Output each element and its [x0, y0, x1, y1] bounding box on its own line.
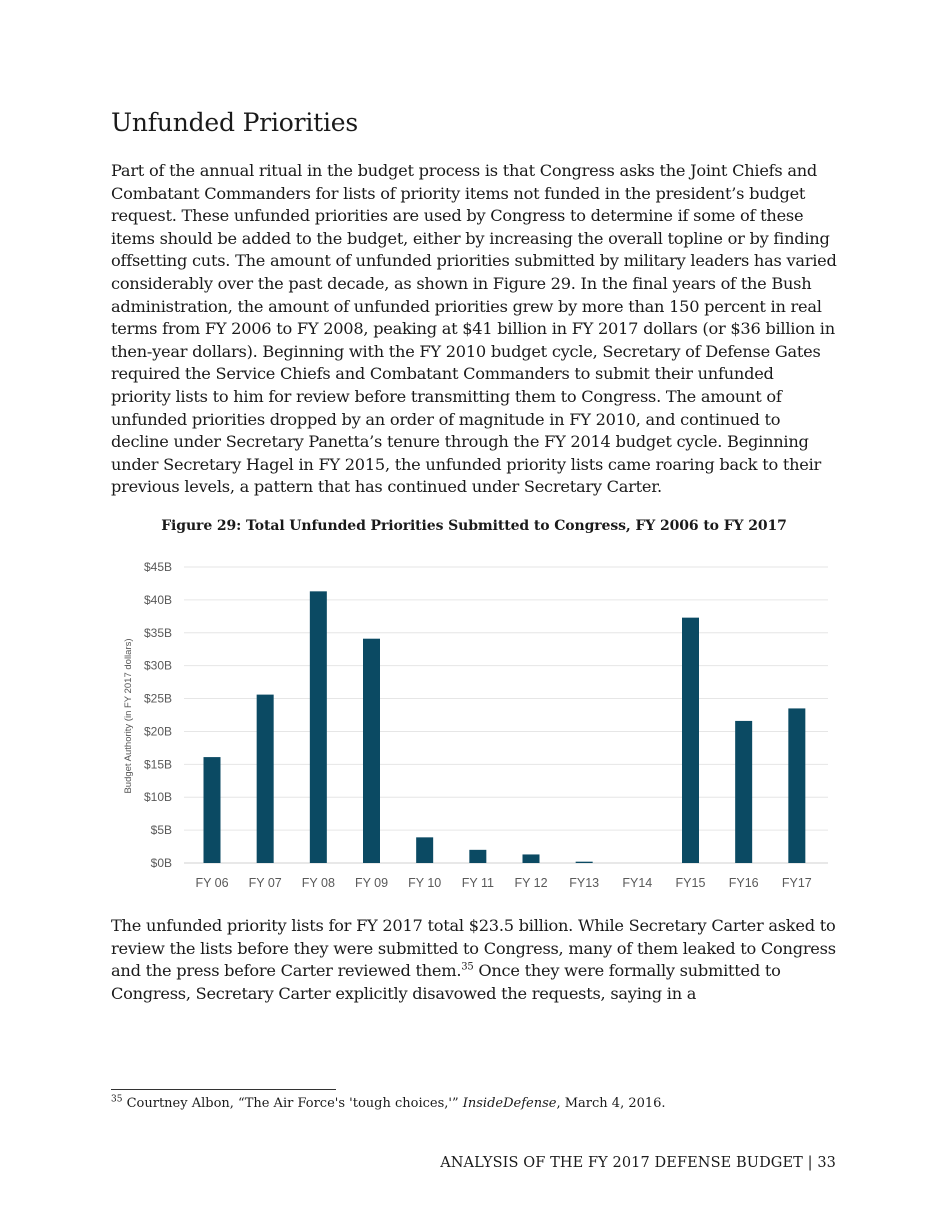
section-heading: Unfunded Priorities: [111, 108, 359, 137]
footnote: [111, 1096, 666, 1111]
bar-fy08: [310, 591, 327, 863]
paragraph-2-tail: Once they were formally submitted to Congress, Secretary Carter explicitly disavowed the requests, saying in a: [111, 961, 781, 1003]
chart-gridlines: [184, 567, 828, 863]
footnote-number: 35: [111, 1094, 123, 1105]
x-tick-label: FY14: [622, 876, 653, 890]
x-tick-label: FY 08: [301, 876, 335, 890]
y-tick-label: $0B: [150, 856, 172, 870]
paragraph-2-text: The unfunded priority lists for FY 2017 total $23.5 billion. While Secretary Carter asked to review the lists before they were submitted to Congress, many of them leaked to Congress and the press before Carter reviewed them.: [111, 916, 836, 981]
y-tick-label: $40B: [143, 592, 172, 607]
y-tick-label: $15B: [143, 757, 172, 772]
x-tick-label: FY 11: [461, 876, 494, 890]
bar-fy13: [576, 862, 593, 863]
x-tick-label: FY17: [781, 876, 812, 890]
y-tick-label: $35B: [143, 625, 172, 640]
x-tick-label: FY 06: [195, 876, 229, 890]
bar-fy06: [204, 757, 221, 863]
bar-fy17: [788, 708, 805, 863]
bar-fy12: [523, 854, 540, 863]
bar-fy09: [363, 639, 380, 863]
y-tick-label: $20B: [143, 724, 172, 739]
body-paragraph-2: [111, 915, 837, 1005]
footnote-text-before: Courtney Albon, “The Air Force's 'tough choices,'”: [122, 1096, 463, 1111]
chart-bars: [204, 591, 806, 863]
running-footer: ANALYSIS OF THE FY 2017 DEFENSE BUDGET | 33: [440, 1155, 836, 1171]
body-paragraph-1: Part of the annual ritual in the budget process is that Congress asks the Joint Chiefs and Combatant Commanders for lists of priority items not funded in the president’s budget request. These unfunded priorities are used by Congress to determine if some of these items should be added to the budget, either by increasing the overall topline or by finding offsetting cuts. The amount of unfunded priorities submitted by military leaders has varied considerably over the past decade, as shown in Figure 29. In the final years of the Bush administration, the amount of unfunded priorities grew by more than 150 percent in real terms from FY 2006 to FY 2008, peaking at $41 billion in FY 2017 dollars (or $36 billion in then-year dollars). Beginning with the FY 2010 budget cycle, Secretary of Defense Gates required the Service Chiefs and Combatant Commanders to submit their unfunded priority lists to him for review before transmitting them to Congress. The amount of unfunded priorities dropped by an order of magnitude in FY 2010, and continued to decline under Secretary Panetta’s tenure through the FY 2014 budget cycle. Beginning under Secretary Hagel in FY 2015, the unfunded priority lists came roaring back to their previous levels, a pattern that has continued under Secretary Carter.: [111, 161, 837, 497]
footnote-reference[interactable]: 35: [461, 961, 474, 973]
y-axis-label: Budget Authority (in FY 2017 dollars): [123, 638, 134, 794]
y-tick-label: $30B: [143, 658, 172, 673]
bar-chart: [110, 552, 832, 892]
y-tick-label: $45B: [143, 560, 172, 574]
y-tick-label: $25B: [143, 691, 172, 706]
x-tick-label: FY13: [569, 876, 600, 890]
bar-fy16: [735, 721, 752, 863]
x-tick-label: FY 10: [408, 876, 442, 890]
x-tick-label: FY 09: [354, 876, 389, 890]
bar-fy07: [257, 695, 274, 863]
x-tick-label: FY16: [728, 876, 759, 890]
x-tick-label: FY 07: [248, 876, 282, 890]
y-axis-tick-labels: [144, 560, 172, 870]
x-tick-label: FY15: [675, 876, 706, 890]
x-tick-label: FY 12: [514, 876, 548, 890]
footnote-divider: [111, 1089, 336, 1090]
y-tick-label: $5B: [150, 823, 172, 838]
bar-fy15: [682, 618, 699, 863]
footnote-publication: InsideDefense: [462, 1096, 557, 1111]
bar-fy10: [416, 837, 433, 863]
x-axis-tick-labels: [195, 876, 811, 890]
footnote-text-after: , March 4, 2016.: [556, 1096, 666, 1111]
bar-fy11: [469, 850, 486, 863]
y-tick-label: $10B: [143, 790, 172, 805]
figure-caption: Figure 29: Total Unfunded Priorities Submitted to Congress, FY 2006 to FY 2017: [161, 518, 787, 534]
